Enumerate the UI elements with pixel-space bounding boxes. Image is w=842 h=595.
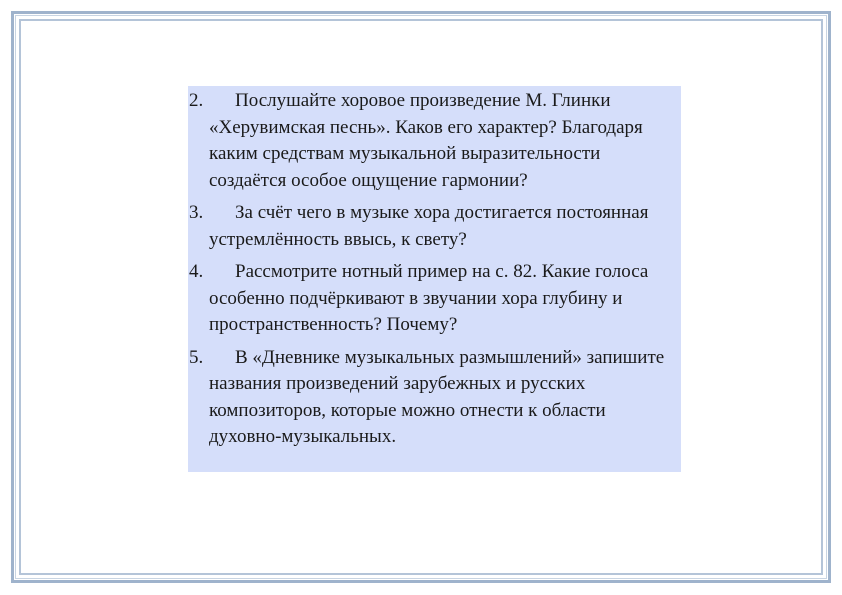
question-number: 2. [189,90,204,111]
question-text: Послушайте хоровое произведение М. Глинки «Херувимская песнь». Каков его характер? Благодаря каким средствам музыкальной выразительности создаётся особое ощущение гармонии? [209,90,643,191]
question-item-4 [189,259,671,339]
question-text: В «Дневнике музыкальных размышлений» запишите названия произведений зарубежных и русских композиторов, которые можно отнести к области духовно-музыкальных. [209,346,665,447]
question-text: За счёт чего в музыке хора достигается постоянная устремлённость ввысь, к свету? [209,202,649,250]
question-number: 5. [189,346,204,368]
questions-box [188,86,681,472]
question-item-3 [189,200,671,253]
question-item-5 [189,345,671,451]
question-number: 3. [189,202,204,223]
question-item-2 [189,88,671,194]
question-number: 4. [189,261,204,282]
question-text: Рассмотрите нотный пример на с. 82. Какие голоса особенно подчёркивают в звучании хора глубину и пространственность? Почему? [209,261,649,335]
